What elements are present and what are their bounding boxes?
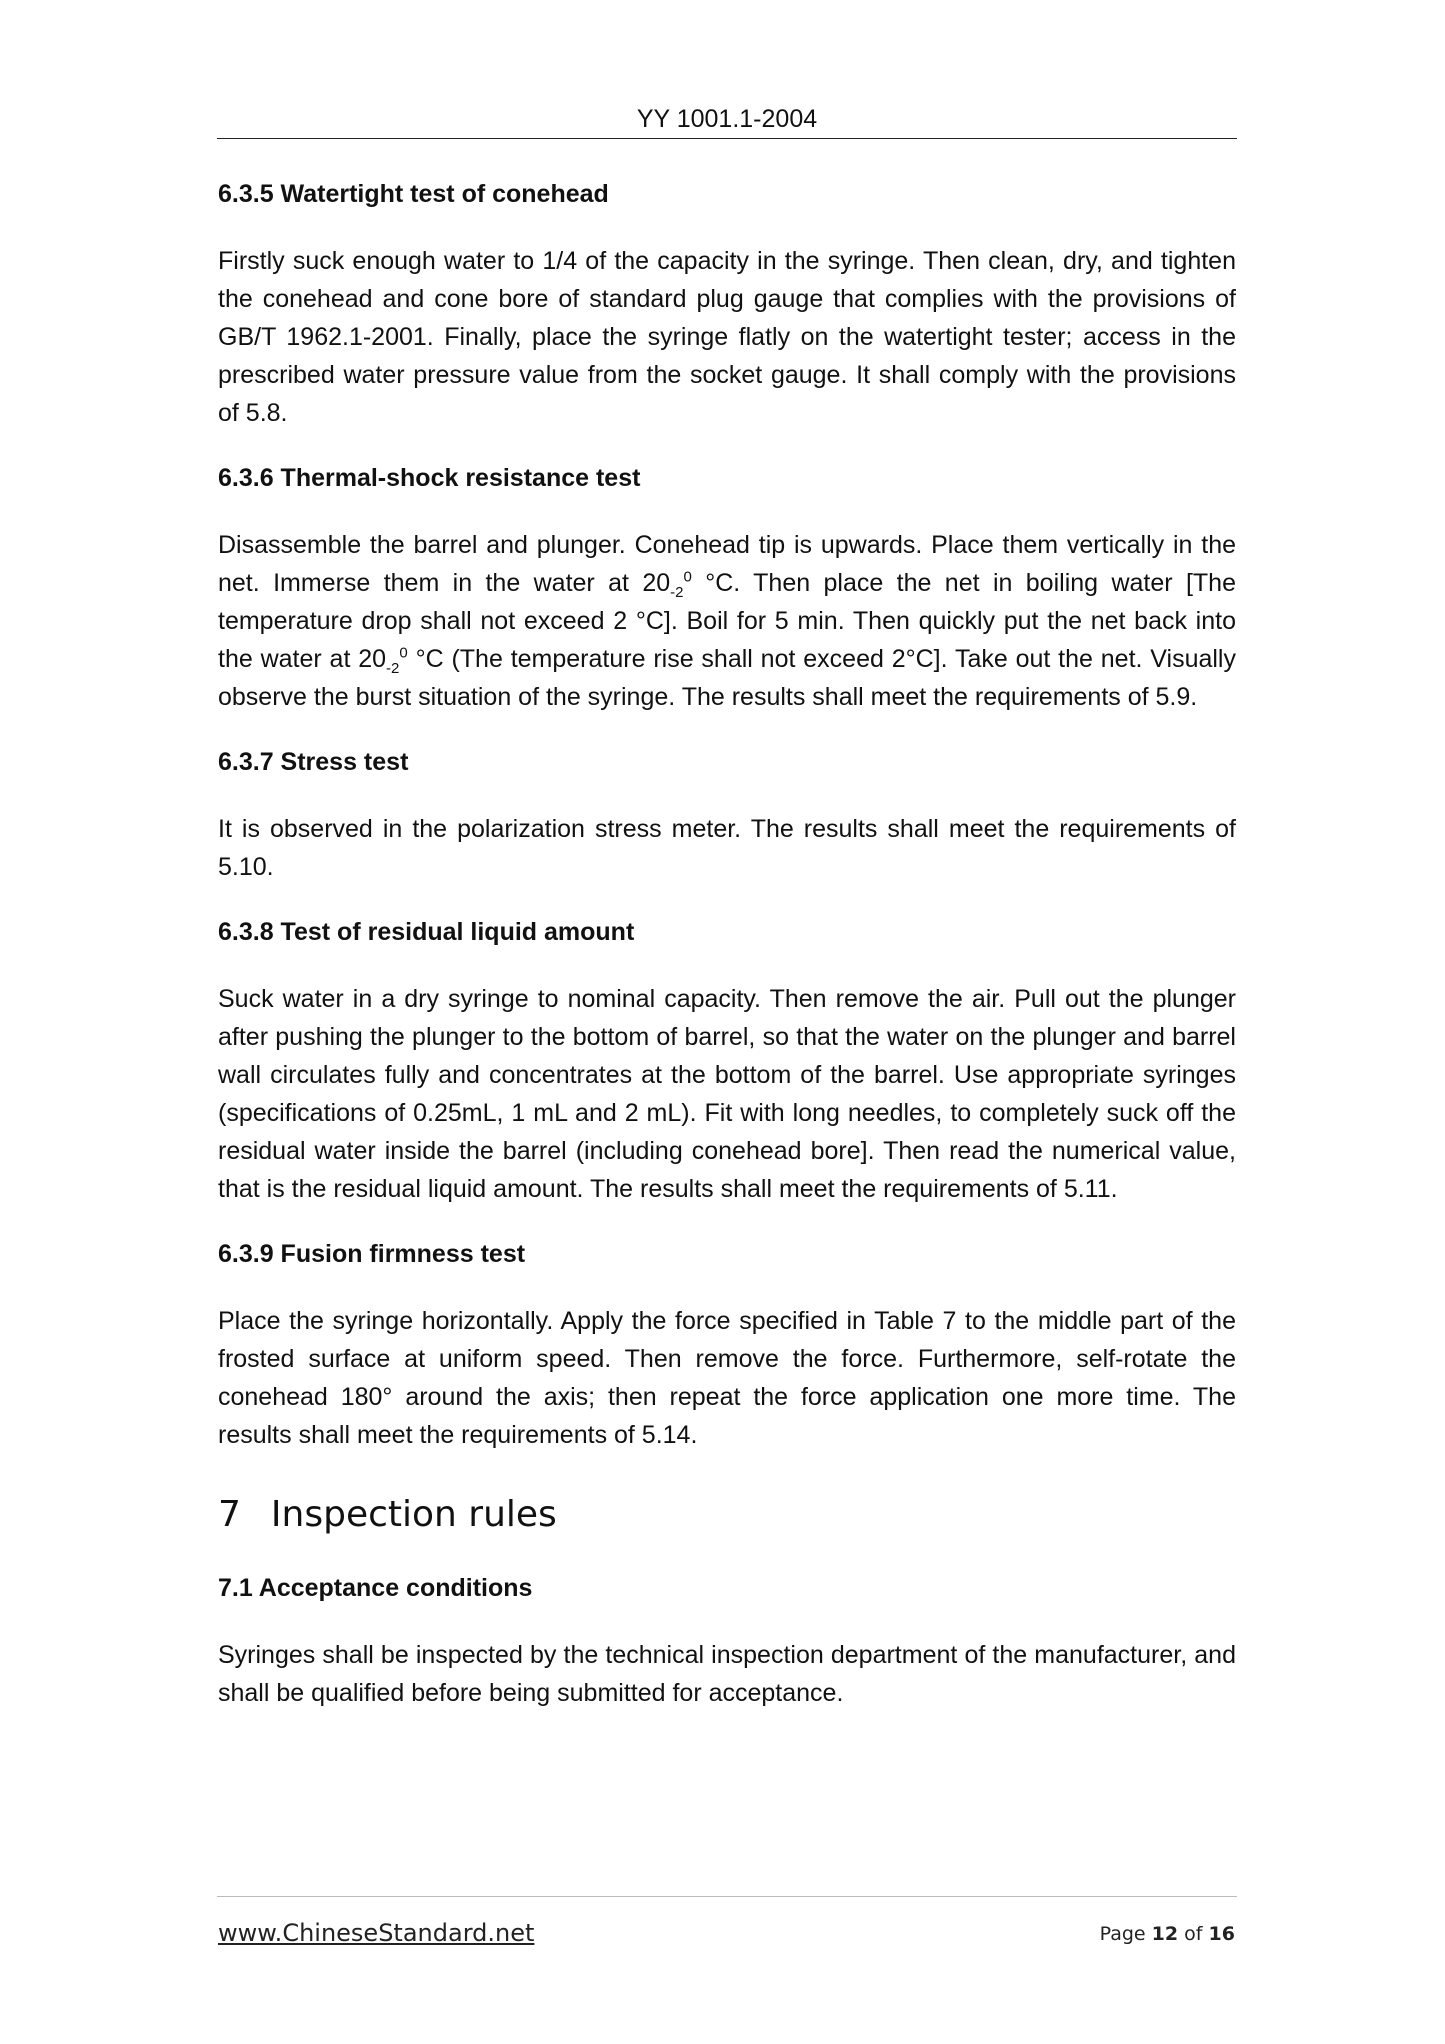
section-6-3-5 <box>218 176 1236 432</box>
page-label: Page <box>1099 1923 1146 1945</box>
page-current: 12 <box>1151 1923 1179 1945</box>
section-paragraph <box>218 526 1236 716</box>
section-paragraph: Firstly suck enough water to 1/4 of the capacity in the syringe. Then clean, dry, and tighten the conehead and cone bore of standard plug gauge that complies with the provisions of GB/T 1962.1-2001. Finally, place the syringe flatly on the watertight tester; access in the prescribed water pressure value from the socket gauge. It shall comply with the provisions of 5.8. <box>218 247 1236 427</box>
section-heading: 6.3.6 Thermal-shock resistance test <box>218 464 641 492</box>
chapter-number: 7 <box>218 1494 241 1535</box>
document-code: YY 1001.1-2004 <box>636 105 818 133</box>
section-heading: 7.1 Acceptance conditions <box>218 1574 533 1602</box>
page-of: of <box>1184 1923 1203 1945</box>
chapter-heading <box>218 1490 1236 1540</box>
section-6-3-6 <box>218 460 1236 716</box>
tolerance-subscript: -2 <box>670 584 684 601</box>
tolerance-superscript: 0 <box>683 568 692 586</box>
page-indicator <box>1100 1923 1235 1945</box>
section-heading: 6.3.9 Fusion firmness test <box>218 1240 526 1268</box>
section-paragraph: Suck water in a dry syringe to nominal capacity. Then remove the air. Pull out the plunger after pushing the plunger to the bottom of barrel, so that the water on the plunger and barrel wall circulates fully and concentrates at the bottom of the barrel. Use appropriate syringes (specifications of 0.25mL, 1 mL and 2 mL). Fit with long needles, to completely suck off the residual water inside the barrel (including conehead bore]. Then read the numerical value, that is the residual liquid amount. The results shall meet the requirements of 5.11. <box>218 985 1236 1203</box>
section-heading: 6.3.8 Test of residual liquid amount <box>218 918 635 946</box>
section-heading: 6.3.7 Stress test <box>218 748 409 776</box>
section-6-3-9 <box>218 1236 1236 1454</box>
section-paragraph: Syringes shall be inspected by the technical inspection department of the manufacturer, and shall be qualified before being submitted for acceptance. <box>218 1641 1236 1707</box>
text-run: °C. Then place the net in boiling water [The temperature drop shall not exceed 2 °C]. Boil for 5 min. Then quickly put the net back into the water at 20 <box>218 569 1236 673</box>
section-7-1 <box>218 1570 1236 1712</box>
tolerance-subscript: -2 <box>386 660 400 677</box>
document-body <box>218 176 1236 1712</box>
page-header <box>217 100 1237 139</box>
text-run: °C (The temperature rise shall not exceed 2°C]. Take out the net. Visually observe the burst situation of the syringe. The results shall meet the requirements of 5.9. <box>218 645 1236 711</box>
section-paragraph: It is observed in the polarization stress meter. The results shall meet the requirements of 5.10. <box>218 815 1236 881</box>
text-run: Disassemble the barrel and plunger. Conehead tip is upwards. Place them vertically in the net. Immerse them in the water at 20 <box>218 531 1236 597</box>
section-6-3-7 <box>218 744 1236 886</box>
website-link[interactable]: www.ChineseStandard.net <box>218 1919 535 1947</box>
section-heading: 6.3.5 Watertight test of conehead <box>218 180 609 208</box>
section-paragraph: Place the syringe horizontally. Apply the force specified in Table 7 to the middle part of the frosted surface at uniform speed. Then remove the force. Furthermore, self-rotate the conehead 180° around the axis; then repeat the force application one more time. The results shall meet the requirements of 5.14. <box>218 1307 1236 1449</box>
chapter-title: Inspection rules <box>270 1494 557 1535</box>
page-total: 16 <box>1208 1923 1235 1945</box>
tolerance-superscript: 0 <box>399 644 408 662</box>
section-6-3-8 <box>218 914 1236 1208</box>
page-footer <box>217 1896 1237 1957</box>
